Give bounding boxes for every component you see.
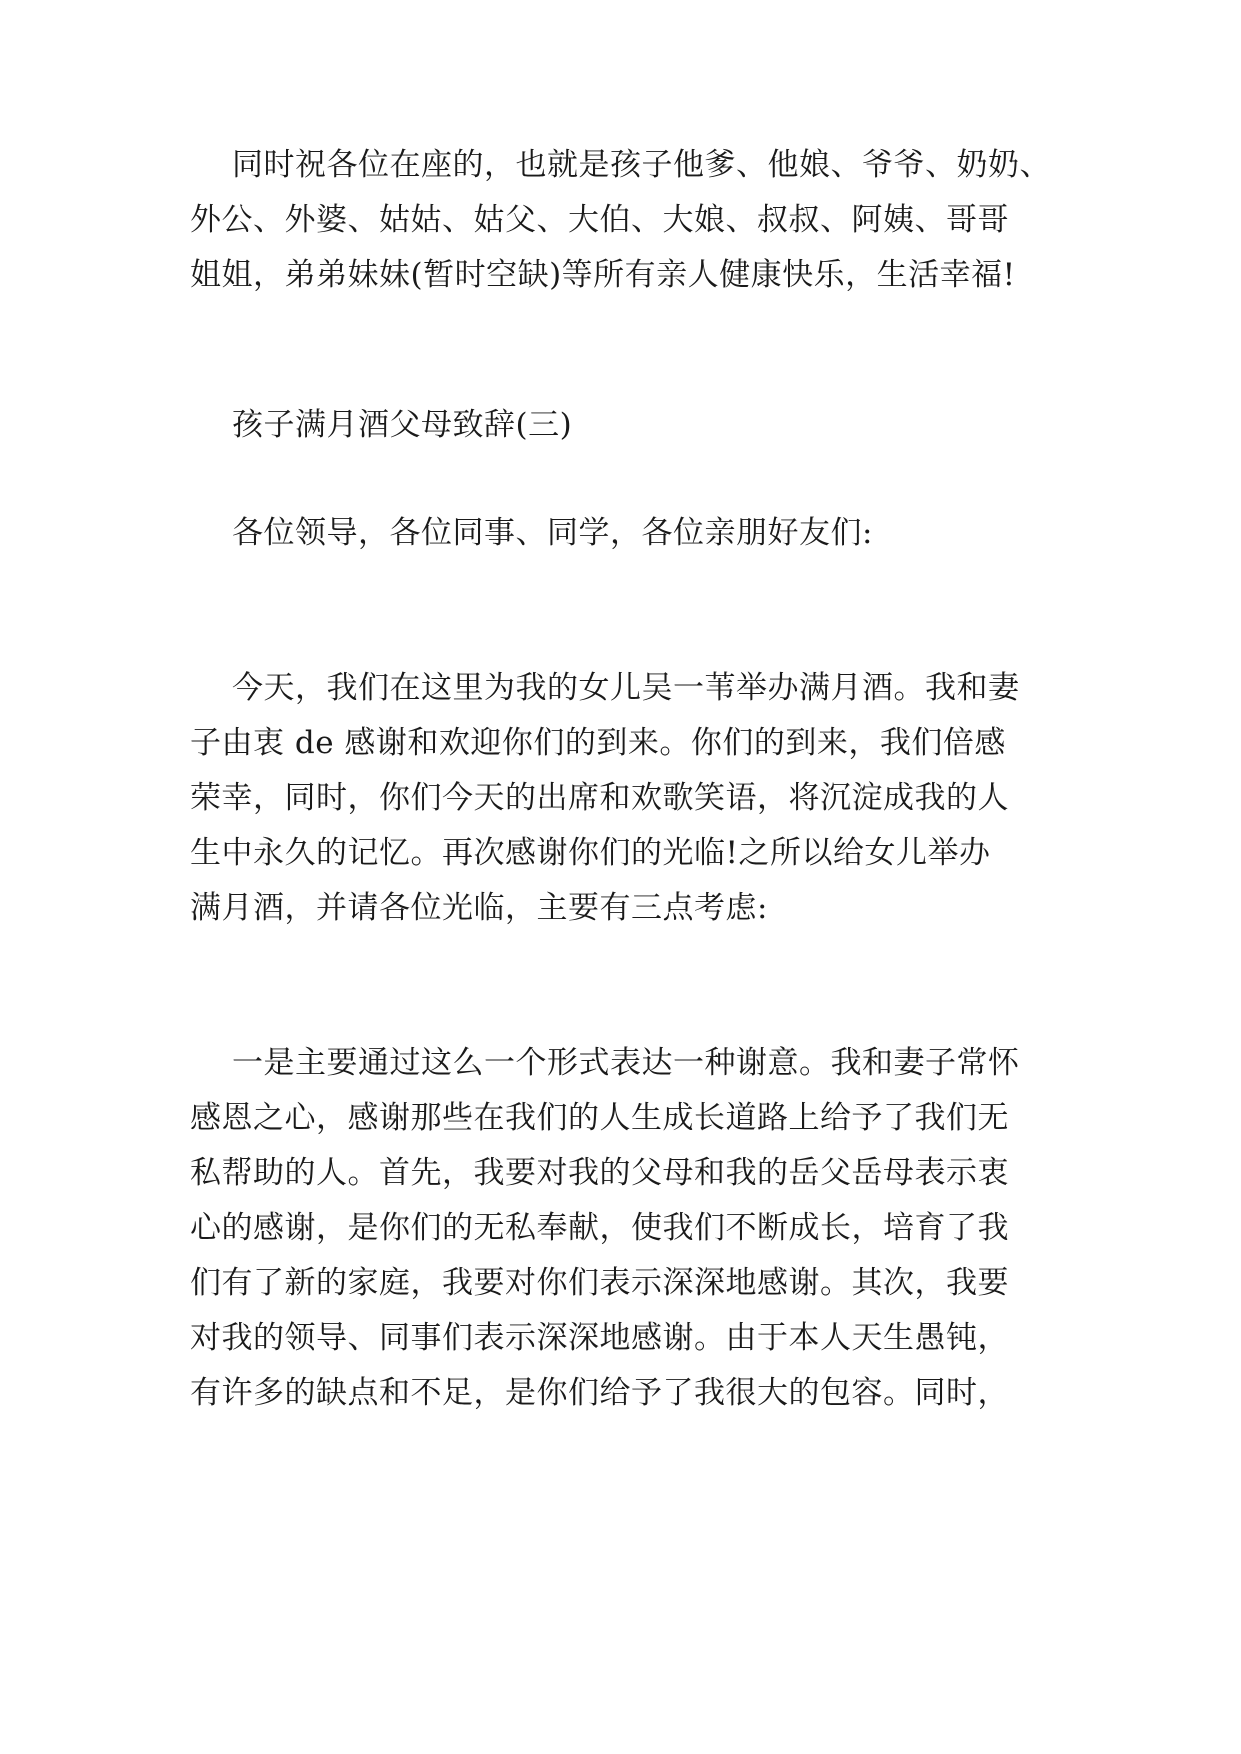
paragraph-line: 有许多的缺点和不足，是你们给予了我很大的包容。同时，: [190, 1375, 1009, 1411]
paragraph-line: 外公、外婆、姑姑、姑父、大伯、大娘、叔叔、阿姨、哥哥: [190, 202, 1009, 238]
paragraph-line: 同时祝各位在座的，也就是孩子他爹、他娘、爷爷、奶奶、: [232, 147, 1051, 183]
paragraph-line: 今天，我们在这里为我的女儿吴一苇举办满月酒。我和妻: [232, 670, 1020, 706]
paragraph-line: 子由衷 de 感谢和欢迎你们的到来。你们的到来，我们倍感: [190, 725, 1006, 761]
paragraph-line: 满月酒，并请各位光临，主要有三点考虑:: [190, 890, 768, 926]
section-heading: 孩子满月酒父母致辞(三): [232, 407, 573, 443]
paragraph-line: 对我的领导、同事们表示深深地感谢。由于本人天生愚钝，: [190, 1320, 1009, 1356]
paragraph-line: 一是主要通过这么一个形式表达一种谢意。我和妻子常怀: [232, 1045, 1020, 1081]
paragraph-line: 荣幸，同时，你们今天的出席和欢歌笑语，将沉淀成我的人: [190, 780, 1009, 816]
paragraph-line: 心的感谢，是你们的无私奉献，使我们不断成长，培育了我: [190, 1210, 1009, 1246]
paragraph-line: 姐姐，弟弟妹妹(暂时空缺)等所有亲人健康快乐，生活幸福!: [190, 257, 1016, 293]
paragraph-line: 们有了新的家庭，我要对你们表示深深地感谢。其次，我要: [190, 1265, 1009, 1301]
paragraph-line: 私帮助的人。首先，我要对我的父母和我的岳父岳母表示衷: [190, 1155, 1009, 1191]
paragraph-line: 生中永久的记忆。再次感谢你们的光临!之所以给女儿举办: [190, 835, 991, 871]
greeting-line: 各位领导，各位同事、同学，各位亲朋好友们:: [232, 515, 873, 551]
paragraph-line: 感恩之心，感谢那些在我们的人生成长道路上给予了我们无: [190, 1100, 1009, 1136]
